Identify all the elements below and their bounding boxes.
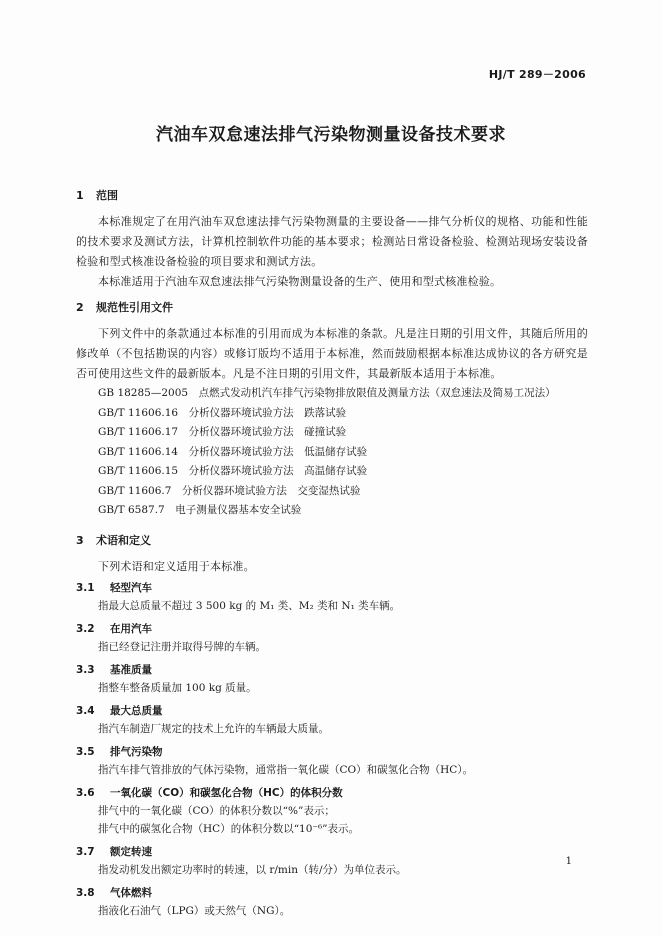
paragraph: 下列文件中的条款通过本标准的引用而成为本标准的条款。凡是注日期的引用文件，其随后所用的修改单（不包括勘误的内容）或修订版均不适用于本标准，然而鼓励根据本标准达成协议的各方研究是否可使用这些文件的最新版本。凡是不注日期的引用文件，其最新版本适用于本标准。 (76, 327, 588, 380)
term-heading: 3.7 额定转速 (76, 845, 152, 858)
term-definition: 指汽车制造厂规定的技术上允许的车辆最大质量。 (98, 722, 329, 735)
document-title: 汽油车双怠速法排气污染物测量设备技术要求 (156, 125, 506, 145)
term-title: 额定转速 (110, 845, 152, 858)
section-heading-normative-references (76, 298, 588, 318)
reference-item: GB/T 6587.7 电子测量仪器基本安全试验 (98, 504, 302, 516)
term-definition: 指整车整备质量加 100 kg 质量。 (98, 681, 257, 694)
reference-item: GB/T 11606.15 分析仪器环境试验方法 高温储存试验 (98, 465, 368, 477)
paragraph: 本标准适用于汽油车双怠速法排气污染物测量设备的生产、使用和型式核准检验。 (98, 275, 502, 288)
term-title: 在用汽车 (110, 622, 152, 635)
section-heading-scope (76, 186, 588, 206)
term-definition: 指汽车排气管排放的气体污染物，通常指一氧化碳（CO）和碳氢化合物（HC）。 (98, 763, 474, 776)
standard-code: HJ/T 289－2006 (488, 68, 586, 81)
term-heading: 3.8 气体燃料 (76, 886, 152, 899)
term-definition: 指已经登记注册并取得号牌的车辆。 (98, 640, 266, 653)
page-number: 1 (565, 856, 572, 867)
term-definition: 指最大总质量不超过 3 500 kg 的 M₁ 类、M₂ 类和 N₁ 类车辆。 (98, 599, 401, 612)
reference-item: GB/T 11606.14 分析仪器环境试验方法 低温储存试验 (98, 445, 368, 458)
term-title: 气体燃料 (110, 886, 152, 899)
term-definition: 排气中的一氧化碳（CO）的体积分数以“%”表示； (98, 804, 335, 817)
term-definition: 指发动机发出额定功率时的转速，以 r/min（转/分）为单位表示。 (98, 863, 407, 876)
term-heading: 3.1 轻型汽车 (76, 581, 152, 594)
section-number: 2 (76, 301, 84, 314)
paragraph: 本标准规定了在用汽油车双怠速法排气污染物测量的主要设备——排气分析仪的规格、功能和性能的技术要求及测试方法，计算机控制软件功能的基本要求；检测站日常设备检验、检测站现场安装设备检验和型式核准设备检验的项目要求和测试方法。 (76, 215, 588, 268)
reference-list (76, 384, 588, 521)
section-number: 3 (76, 533, 84, 547)
term-title: 最大总质量 (110, 704, 163, 717)
document-body (76, 186, 588, 925)
section-title: 术语和定义 (96, 533, 151, 547)
term-heading: 3.4 最大总质量 (76, 704, 163, 717)
term-definition: 指液化石油气（LPG）或天然气（NG）。 (98, 904, 291, 917)
term-title: 基准质量 (110, 663, 152, 676)
term-definition: 排气中的碳氢化合物（HC）的体积分数以“10⁻⁶”表示。 (98, 822, 360, 835)
reference-item: GB/T 11606.7 分析仪器环境试验方法 交变湿热试验 (98, 484, 361, 497)
term-heading: 3.5 排气污染物 (76, 745, 163, 758)
section-title: 范围 (96, 189, 118, 202)
section-heading-terms (76, 531, 588, 551)
term-heading: 3.2 在用汽车 (76, 622, 152, 635)
term-title: 轻型汽车 (110, 581, 152, 594)
term-title: 排气污染物 (110, 745, 163, 758)
reference-item: GB/T 11606.17 分析仪器环境试验方法 碰撞试验 (98, 426, 347, 438)
term-title: 一氧化碳（CO）和碳氢化合物（HC）的体积分数 (110, 786, 343, 799)
reference-item: GB/T 11606.16 分析仪器环境试验方法 跌落试验 (98, 406, 347, 419)
section-title: 规范性引用文件 (96, 301, 173, 314)
section-number: 1 (76, 189, 84, 202)
reference-item: GB 18285—2005 点燃式发动机汽车排气污染物排放限值及测量方法（双怠速法及简易工况法） (98, 387, 556, 399)
term-heading: 3.3 基准质量 (76, 663, 152, 676)
paragraph: 下列术语和定义适用于本标准。 (98, 559, 255, 573)
term-heading: 3.6 一氧化碳（CO）和碳氢化合物（HC）的体积分数 (76, 786, 343, 799)
